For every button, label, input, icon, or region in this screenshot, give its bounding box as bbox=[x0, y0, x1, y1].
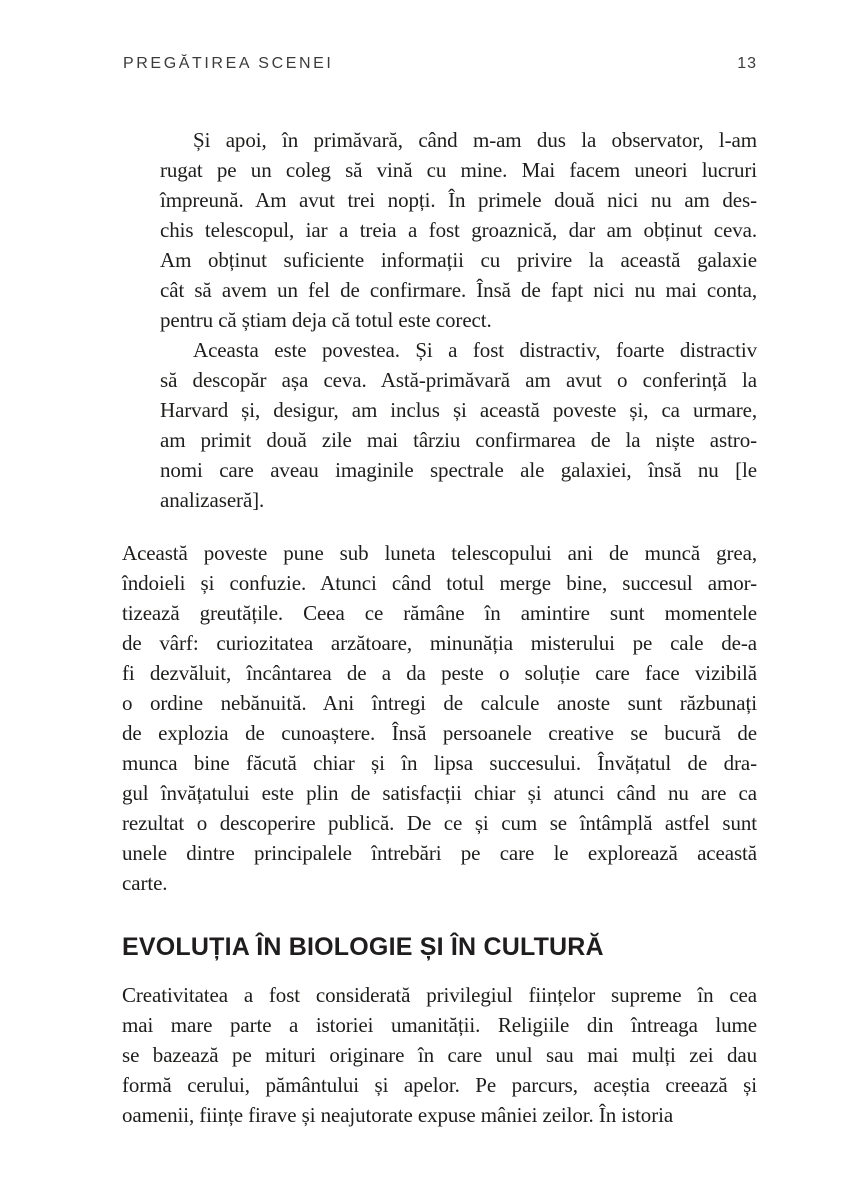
page-text-column bbox=[122, 125, 757, 1130]
text-line: să descopăr așa ceva. Astă-primăvară am avut o conferință la bbox=[160, 368, 757, 392]
paragraph bbox=[122, 980, 757, 1130]
text-line: de explozia de cunoaștere. Însă persoanele creative se bucură de bbox=[122, 721, 757, 745]
text-line: munca bine făcută chiar și în lipsa succesului. Învățatul de dra- bbox=[122, 751, 757, 775]
paragraph bbox=[160, 125, 757, 335]
text-line: Harvard și, desigur, am inclus și această poveste și, ca urmare, bbox=[160, 398, 757, 422]
text-line: o ordine nebănuită. Ani întregi de calcule anoste sunt răzbunați bbox=[122, 691, 757, 715]
text-line: pentru că știam deja că totul este corect. bbox=[160, 308, 492, 332]
text-line: se bazează pe mituri originare în care unul sau mai mulți zei dau bbox=[122, 1043, 757, 1067]
text-line: gul învățatului este plin de satisfacții chiar și atunci când nu are ca bbox=[122, 781, 757, 805]
page-number: 13 bbox=[737, 55, 757, 72]
text-line: cât să avem un fel de confirmare. Însă de fapt nici nu mai conta, bbox=[160, 278, 757, 302]
text-line: fi dezvăluit, încântarea de a da peste o soluție care face vizibilă bbox=[122, 661, 757, 685]
text-line: Și apoi, în primăvară, când m-am dus la observator, l-am bbox=[193, 128, 757, 152]
text-line: mai mare parte a istoriei umanității. Religiile din întreaga lume bbox=[122, 1013, 757, 1037]
running-header bbox=[123, 55, 757, 73]
text-line: Aceasta este povestea. Și a fost distractiv, foarte distractiv bbox=[193, 338, 757, 362]
text-line: Această poveste pune sub luneta telescopului ani de muncă grea, bbox=[122, 541, 757, 565]
paragraph bbox=[160, 335, 757, 515]
text-line: rugat pe un coleg să vină cu mine. Mai facem uneori lucruri bbox=[160, 158, 757, 182]
text-line: de vârf: curiozitatea arzătoare, minunăția misterului pe cale de-a bbox=[122, 631, 757, 655]
text-line: formă cerului, pământului și apelor. Pe parcurs, aceștia creează și bbox=[122, 1073, 757, 1097]
text-line: am primit două zile mai târziu confirmarea de la niște astro- bbox=[160, 428, 757, 452]
text-line: tizează greutățile. Ceea ce rămâne în amintire sunt momentele bbox=[122, 601, 757, 625]
running-header-title: PREGĂTIREA SCENEI bbox=[123, 55, 334, 72]
text-line: chis telescopul, iar a treia a fost groaznică, dar am obținut ceva. bbox=[160, 218, 757, 242]
text-line: oamenii, ființe firave și neajutorate expuse mâniei zeilor. În istoria bbox=[122, 1103, 674, 1127]
text-line: Am obținut suficiente informații cu privire la această galaxie bbox=[160, 248, 757, 272]
section-heading: EVOLUȚIA ÎN BIOLOGIE ȘI ÎN CULTURĂ bbox=[122, 933, 604, 961]
section-text bbox=[122, 980, 757, 1130]
text-line: Creativitatea a fost considerată privilegiul ființelor supreme în cea bbox=[122, 983, 757, 1007]
block-quote bbox=[160, 125, 757, 515]
text-line: împreună. Am avut trei nopți. În primele două nici nu am des- bbox=[160, 188, 757, 212]
main-text bbox=[122, 538, 757, 898]
text-line: carte. bbox=[122, 871, 168, 895]
paragraph bbox=[122, 538, 757, 898]
text-line: unele dintre principalele întrebări pe care le explorează această bbox=[122, 841, 757, 865]
text-line: rezultat o descoperire publică. De ce și cum se întâmplă astfel sunt bbox=[122, 811, 757, 835]
text-line: îndoieli și confuzie. Atunci când totul merge bine, succesul amor- bbox=[122, 571, 757, 595]
text-line: nomi care aveau imaginile spectrale ale galaxiei, însă nu [le bbox=[160, 458, 757, 482]
text-line: analizaseră]. bbox=[160, 488, 265, 512]
